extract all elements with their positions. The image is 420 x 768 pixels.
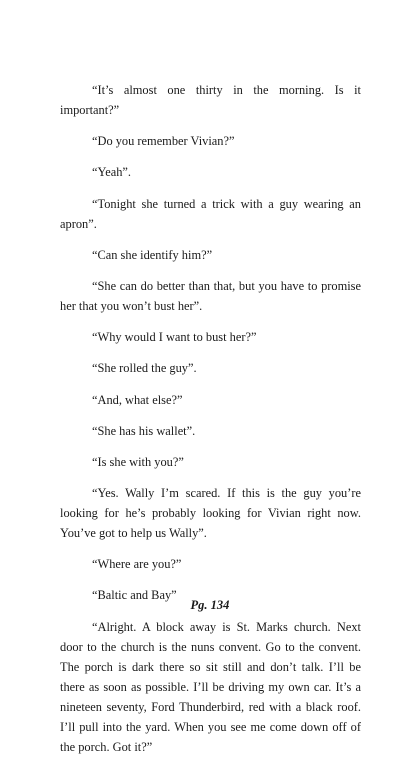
paragraph: “She has his wallet”. [92, 423, 196, 438]
paragraph: “She can do better than that, but you have to promise her that you won’t bust her”. [60, 278, 361, 313]
paragraph: “Tonight she turned a trick with a guy wearing an apron”. [60, 196, 361, 231]
paragraph: “Do you remember Vivian?” [92, 134, 235, 149]
paragraph: “Where are you?” [92, 557, 182, 572]
paragraph: “Is she with you?” [92, 454, 184, 469]
paragraph: “And, what else?” [92, 392, 183, 407]
paragraph: “Yeah”. [92, 165, 131, 180]
paragraph: “It’s almost one thirty in the morning. Is it important?” [60, 83, 361, 117]
paragraph: “Why would I want to bust her?” [92, 330, 257, 345]
paragraph: “Baltic and Bay” [92, 588, 177, 603]
paragraph: “Can she identify him?” [92, 247, 213, 262]
page-body [60, 80, 361, 768]
page-number: Pg. 134 [190, 598, 230, 612]
paragraph: “Yes. Wally I’m scared. If this is the guy you’re looking for he’s probably looking for Vivian right now. You’ve got to help us Wally”. [60, 486, 361, 541]
paragraph: “Alright. A block away is St. Marks church. Next door to the church is the nuns convent. Go to the convent. The porch is dark there so sit still and don’t talk. I’ll be there as soon as possible. I’ll be driving my own car. It’s a nineteen seventy, Ford Thunderbird, red with a black roof. I’ll pull into the yard. When you see me come down off of the porch. Got it?” [60, 619, 361, 754]
paragraph: “She rolled the guy”. [92, 361, 197, 376]
